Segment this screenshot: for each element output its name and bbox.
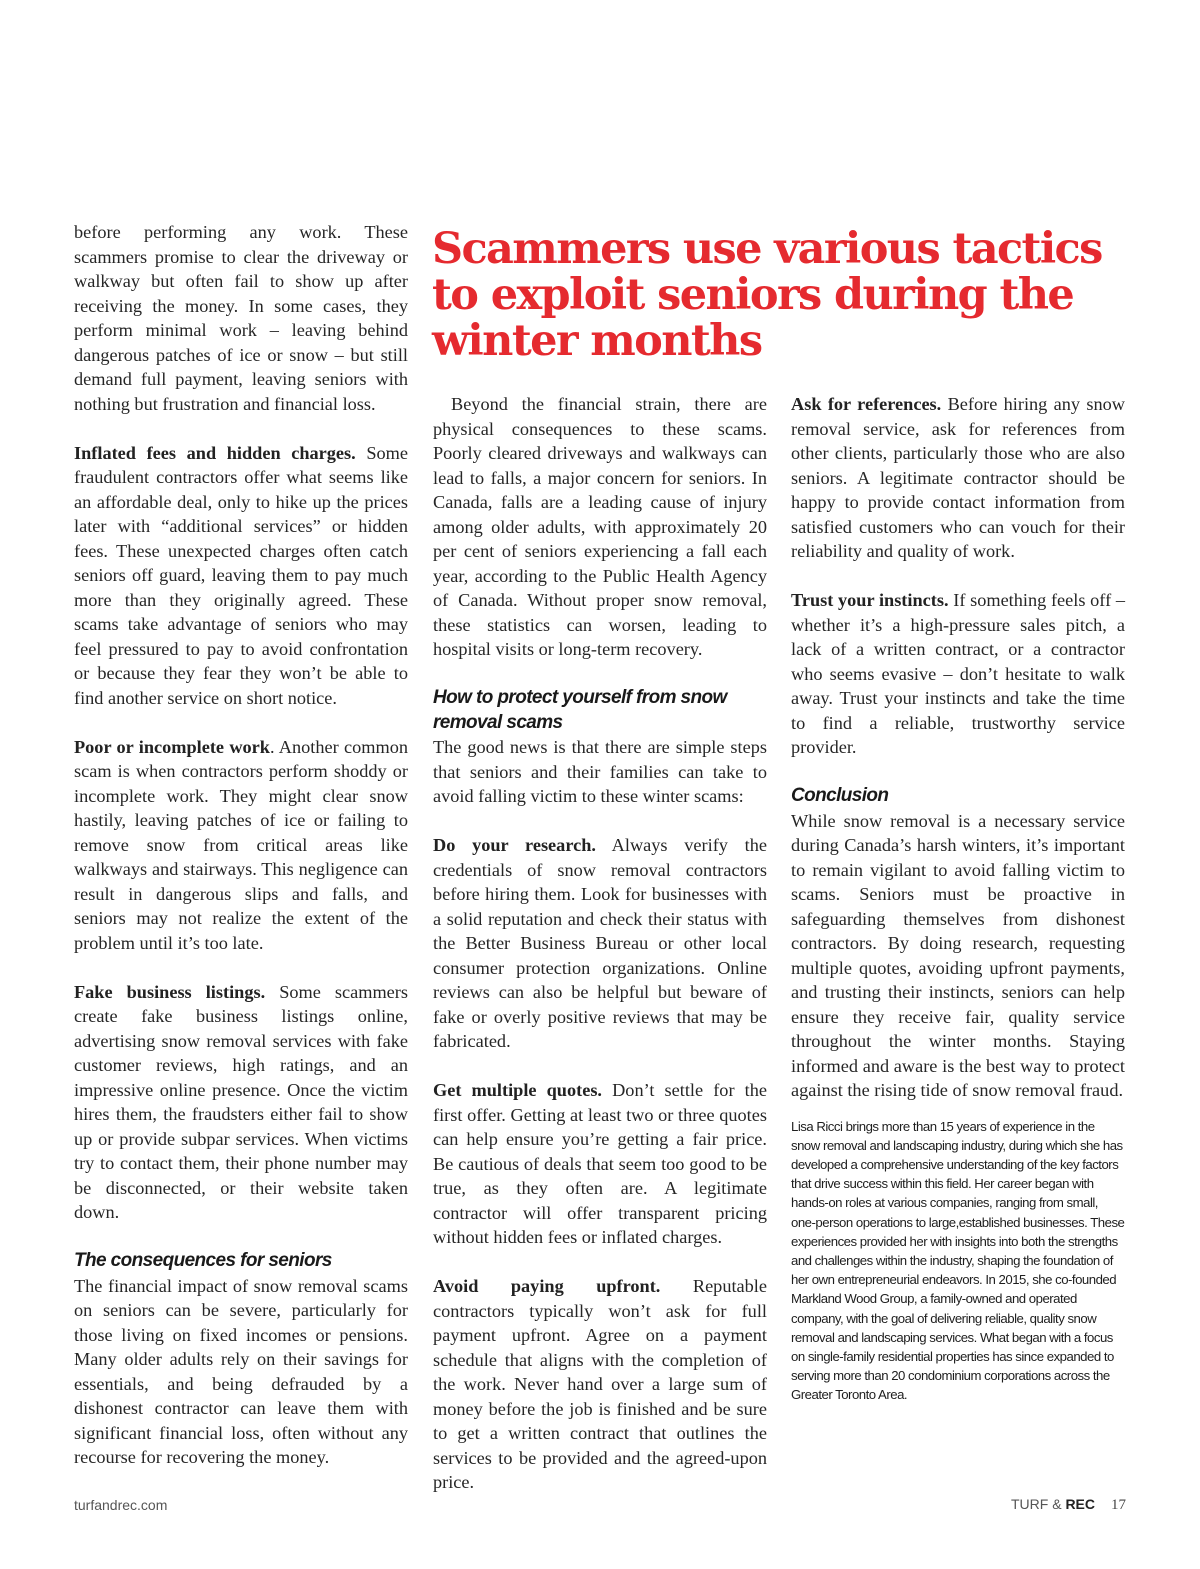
lead-in: Do your research. — [433, 835, 596, 855]
paragraph: The good news is that there are simple steps that seniors and their families can take to avoid falling victim to these winter scams: — [433, 737, 767, 806]
paragraph — [74, 980, 408, 1225]
paragraph — [433, 1274, 767, 1495]
article-headline: Scammers use various tactics to exploit seniors during the winter months — [432, 224, 1102, 366]
paragraph-body: . Another common scam is when contractors perform shoddy or incomplete work. They might clear snow hastily, leaving patches of ice or failing to remove snow from critical areas like walkways and stairways. This negligence can result in dangerous slips and falls, and seniors may not realize the extent of the problem until it’s too late. — [74, 736, 408, 953]
paragraph — [74, 441, 408, 711]
publication-name-bold: REC — [1065, 1496, 1095, 1512]
paragraph-body: Some scammers create fake business listings online, advertising snow removal services with fake customer reviews, high ratings, and an impressive online presence. Once the victim hires them, the fraudsters either fail to show up or provide subpar services. When victims try to contact them, their phone number may be disconnected, or their website taken down. — [74, 981, 408, 1222]
paragraph: The financial impact of snow removal scams on seniors can be severe, particularly for those living on fixed incomes or pensions. Many older adults rely on their savings for essentials, and being defrauded by a dishonest contractor can leave them with significant financial loss, often without any recourse for recovering the money. — [74, 1275, 408, 1467]
paragraph: While snow removal is a necessary service during Canada’s harsh winters, it’s important to remain vigilant to avoid falling victim to scams. Seniors must be proactive in safeguarding themselves from dishonest contractors. By doing research, requesting multiple quotes, avoiding upfront payments, and trusting their instincts, seniors can help ensure they receive fair, quality service throughout the winter months. Staying informed and aware is the best way to protect against the rising tide of snow removal fraud. — [791, 810, 1125, 1100]
article-column-2 — [433, 392, 767, 1495]
section-heading: How to protect yourself from snow removal scams — [433, 687, 727, 733]
paragraph — [791, 588, 1125, 760]
publication-name-part: TURF & — [1010, 1496, 1066, 1512]
lead-in: Trust your instincts. — [791, 590, 949, 610]
lead-in: Avoid paying upfront. — [433, 1276, 661, 1296]
paragraph-body: Reputable contractors typically won’t ask for full payment upfront. Agree on a payment schedule that aligns with the completion of the work. Never hand over a large sum of money before the job is finished and be sure to get a written contract that outlines the services to be provided and the agreed-upon price. — [433, 1276, 767, 1492]
lead-in: Poor or incomplete work — [74, 736, 270, 757]
footer-url: turfandrec.com — [74, 1497, 168, 1513]
paragraph — [791, 392, 1125, 564]
lead-in: Get multiple quotes. — [433, 1080, 602, 1100]
lead-in: Ask for references. — [791, 394, 942, 414]
page-number: 17 — [1111, 1497, 1126, 1513]
author-bio: Lisa Ricci brings more than 15 years of experience in the snow removal and landscaping industry, during which she has developed a comprehensive understanding of the key factors that drive success within this field. Her career began with hands-on roles at various companies, ranging from small, one-person operations to large,established businesses. These experiences provided her with insights into both the strengths and challenges within the industry, shaping the foundation of her own entrepreneurial endeavors. In 2015, she co-founded Markland Wood Group, a family-owned and operated company, with the goal of delivering reliable, quality snow removal and landscaping services. What began with a focus on single-family residential properties has since expanded to serving more than 20 condominium corporations across the Greater Toronto Area. — [791, 1118, 1125, 1403]
section-heading: The consequences for seniors — [74, 1250, 332, 1271]
lead-in: Inflated fees and hidden charges. — [74, 442, 356, 463]
lead-in: Fake business listings. — [74, 981, 266, 1002]
paragraph-body: Some fraudulent contractors offer what seems like an affordable deal, only to hike up the prices later with “additional services” or hidden fees. These unexpected charges often catch seniors off guard, leaving them to pay much more than they originally agreed. These scams take advantage of seniors who may feel pressured to pay to avoid confrontation or because they fear they won’t be able to find another service on short notice. — [74, 442, 409, 708]
section-heading: Conclusion — [791, 785, 889, 806]
paragraph — [74, 735, 408, 956]
paragraph-body: Always verify the credentials of snow removal contractors before hiring them. Look for businesses with a solid reputation and check their status with the Better Business Bureau or other local consumer protection organizations. Online reviews can also be helpful but beware of fake or overly positive reviews that may be fabricated. — [433, 835, 767, 1051]
paragraph-body: Before hiring any snow removal service, ask for references from other clients, particularly those who are also seniors. A legitimate contractor should be happy to provide contact information from satisfied customers who can vouch for their reliability and quality of work. — [791, 394, 1125, 561]
paragraph: Beyond the financial strain, there are physical consequences to these scams. Poorly cleared driveways and walkways can lead to falls, a major concern for seniors. In Canada, falls are a leading cause of injury among older adults, with approximately 20 per cent of seniors experiencing a fall each year, according to the Public Health Agency of Canada. Without proper snow removal, these statistics can worsen, leading to hospital visits or long-term recovery. — [433, 394, 767, 659]
publication-name — [1011, 1496, 1095, 1512]
article-column-1 — [74, 220, 408, 1470]
paragraph — [433, 1078, 767, 1250]
paragraph — [433, 833, 767, 1054]
footer-folio — [1011, 1496, 1126, 1514]
article-column-3 — [791, 392, 1125, 1405]
paragraph: before performing any work. These scammers promise to clear the driveway or walkway but often fail to show up after receiving the money. In some cases, they perform minimal work – leaving behind dangerous patches of ice or snow – but still demand full payment, leaving seniors with nothing but frustration and financial loss. — [74, 222, 408, 414]
paragraph-body: Don’t settle for the first offer. Getting at least two or three quotes can help ensure you’re getting a fair price. Be cautious of deals that seem too good to be true, as they often are. A legitimate contractor will offer transparent pricing without hidden fees or inflated charges. — [433, 1080, 767, 1247]
paragraph-body: If something feels off – whether it’s a high-pressure sales pitch, a lack of a written contract, or a contractor who seems evasive – don’t hesitate to walk away. Trust your instincts and take the time to find a reliable, trustworthy service provider. — [791, 590, 1125, 757]
